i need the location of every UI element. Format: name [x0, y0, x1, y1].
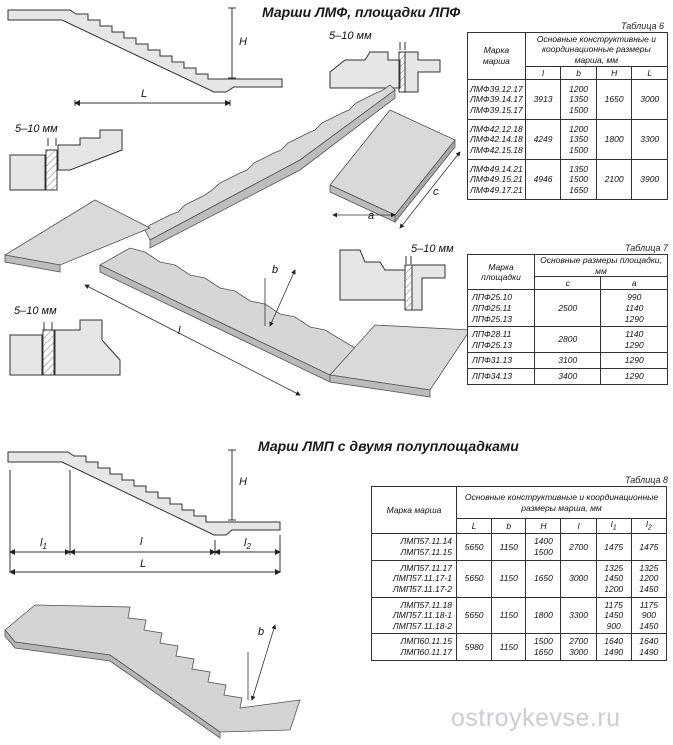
- dim-l2: $l_2$: [244, 537, 251, 552]
- cell-value: 1475: [639, 541, 659, 552]
- cell-value: 1325: [604, 562, 624, 573]
- table6-col-mark: Марка марша: [468, 33, 526, 80]
- cell-value: 1200: [604, 583, 624, 594]
- lower-right-landing: [330, 325, 470, 397]
- cell-value: 4249: [533, 134, 553, 145]
- cell-value: 4946: [533, 174, 553, 185]
- cell-value: 1450: [639, 620, 659, 631]
- table-row: [468, 80, 668, 120]
- cell-value: ЛМФ39.14.17: [470, 94, 523, 105]
- cell-value: ЛПФ25.11: [472, 302, 512, 313]
- cell-value: ЛМП57.11.14: [400, 536, 452, 547]
- cell-value: ЛМФ49.14.21: [470, 163, 523, 174]
- cell-value: 1350: [569, 134, 589, 145]
- cell-value: 1500: [533, 636, 553, 647]
- cell-value: 1475: [604, 541, 624, 552]
- cell-value: ЛМП57.11.15: [400, 547, 452, 558]
- cell-value: ЛМП57.11.17-1: [392, 573, 452, 584]
- cell-value: 900: [606, 620, 621, 631]
- cell-value: 2100: [604, 174, 624, 185]
- cell-value: 1640: [639, 636, 659, 647]
- cell-value: ЛПФ25.10: [472, 292, 513, 303]
- cell-value: 1140: [625, 329, 644, 340]
- cell-value: 1650: [533, 573, 553, 584]
- cell-value: 3300: [640, 134, 660, 145]
- cell-value: 1290: [624, 371, 644, 381]
- table7-col-mark: Марка площадки: [468, 255, 535, 290]
- cell-value: 5650: [464, 610, 484, 621]
- cell-value: ЛПФ31.13: [472, 355, 513, 366]
- cell-value: ЛМП57.11.17: [400, 562, 452, 573]
- table6: [467, 32, 668, 200]
- table-row: [372, 534, 667, 560]
- cell-value: ЛМФ42.15.18: [470, 144, 523, 155]
- cell-value: 3000: [569, 573, 589, 584]
- dim-a: a: [368, 210, 375, 222]
- cell-value: ЛМП57.11.18-2: [392, 620, 452, 631]
- lmp-isometric: [5, 605, 300, 738]
- cell-value: 2700: [569, 541, 589, 552]
- dim-H-top: H: [239, 36, 247, 48]
- joint-detail-lower-left: [10, 320, 120, 375]
- cell-value: 1200: [639, 573, 659, 584]
- table8-header-2: H: [526, 519, 561, 534]
- main-flight-isometric: [85, 248, 355, 395]
- cell-value: 5980: [464, 641, 484, 652]
- cell-value: 3913: [533, 94, 553, 105]
- joint-detail-left-upper: [10, 130, 122, 190]
- cell-value: 3900: [640, 174, 660, 185]
- table-row: [372, 634, 667, 660]
- cell-value: ЛМП57.11.17-2: [392, 583, 452, 594]
- cell-value: 3000: [640, 94, 660, 105]
- dim-H-lmp: H: [239, 476, 247, 488]
- cell-value: 900: [641, 610, 656, 621]
- cell-value: 1150: [499, 610, 518, 621]
- cell-value: 1450: [639, 583, 659, 594]
- cell-value: 5650: [464, 541, 484, 552]
- table-row: [372, 597, 667, 634]
- cell-value: 5650: [464, 573, 484, 584]
- table-row: [468, 120, 668, 160]
- cell-value: 1150: [499, 541, 518, 552]
- table8: [371, 486, 667, 661]
- cell-value: 2700: [569, 636, 589, 647]
- table6-header-1: b: [561, 67, 597, 80]
- cell-value: 1140: [625, 302, 644, 313]
- table-row: [372, 560, 667, 597]
- section2-title: Марш ЛМП с двумя полуплощадками: [258, 438, 519, 454]
- dim-b-lmp: b: [258, 626, 265, 638]
- watermark: ostroykevse.ru: [451, 704, 621, 732]
- gap-label-3: 5–10 мм: [411, 243, 454, 255]
- dim-l1: $l_1$: [40, 537, 47, 552]
- cell-value: 1450: [604, 573, 624, 584]
- cell-value: 1290: [624, 339, 644, 350]
- cell-value: ЛМП60.11.17: [400, 647, 452, 658]
- dim-b-top: b: [272, 264, 279, 276]
- cell-value: 1500: [533, 547, 553, 558]
- gap-label-1: 5–10 мм: [329, 30, 372, 42]
- cell-value: 1800: [604, 134, 624, 145]
- cell-value: ЛМП57.11.18: [400, 599, 452, 610]
- cell-value: ЛМФ49.17.21: [470, 184, 523, 195]
- table8-header-0: L: [457, 519, 492, 534]
- cell-value: ЛМП60.11.15: [400, 636, 452, 647]
- cell-value: ЛМФ39.15.17: [470, 104, 523, 115]
- cell-value: 1650: [569, 184, 589, 195]
- cell-value: 1500: [569, 144, 589, 155]
- table-row: [468, 369, 668, 385]
- cell-value: 1500: [569, 174, 589, 185]
- cell-value: 1640: [604, 636, 624, 647]
- cell-value: ЛМФ39.12.17: [470, 83, 523, 94]
- table-row: [468, 327, 668, 353]
- cell-value: 1350: [569, 94, 589, 105]
- cell-value: 1800: [533, 610, 553, 621]
- table-row: [468, 160, 668, 200]
- table8-caption: Таблица 8: [625, 475, 669, 485]
- dim-l-lmp: l: [140, 536, 143, 548]
- table8-header-5: $l_2$: [631, 519, 666, 534]
- cell-value: 1150: [499, 573, 518, 584]
- table7-col-group: Основные размеры площадки, мм: [535, 255, 668, 277]
- table7-header-0: c: [535, 277, 601, 290]
- table8-header-1: b: [492, 519, 526, 534]
- lmp-elevation: [8, 450, 280, 572]
- table6-caption: Таблица 6: [621, 21, 665, 31]
- table7-caption: Таблица 7: [625, 243, 669, 253]
- cell-value: ЛМП57.11.18-1: [392, 610, 452, 621]
- cell-value: 1450: [604, 610, 624, 621]
- dim-c: c: [433, 186, 439, 198]
- cell-value: ЛПФ25.13: [472, 313, 513, 324]
- section1-title: Марши ЛМФ, площадки ЛПФ: [262, 4, 461, 20]
- dim-l-main: l: [178, 325, 181, 337]
- cell-value: 1650: [604, 94, 624, 105]
- table8-header-4: $l_1$: [596, 519, 631, 534]
- cell-value: 3100: [558, 355, 578, 366]
- cell-value: 990: [627, 292, 642, 303]
- dim-L-top: L: [141, 88, 148, 100]
- cell-value: 2800: [558, 334, 578, 345]
- table6-col-group: Основные конструктивные и координационные размеры марша, мм: [525, 33, 667, 67]
- table-row: [468, 353, 668, 369]
- cell-value: 3000: [569, 647, 589, 658]
- cell-value: 1400: [533, 536, 553, 547]
- cell-value: ЛПФ25.13: [472, 339, 513, 350]
- cell-value: ЛПФ34.13: [472, 371, 513, 381]
- cell-value: 1175: [639, 599, 659, 610]
- joint-detail-top-right: [330, 42, 440, 92]
- cell-value: 1200: [569, 123, 589, 134]
- cell-value: 3400: [558, 371, 578, 381]
- cell-value: ЛМФ42.12.18: [470, 123, 523, 134]
- table8-header-3: l: [561, 519, 596, 534]
- cell-value: 1350: [569, 163, 589, 174]
- cell-value: 1325: [639, 562, 659, 573]
- table6-header-3: L: [632, 67, 668, 80]
- cell-value: ЛПФ28.11: [472, 329, 512, 340]
- cell-value: 1490: [639, 647, 659, 658]
- table6-header-0: l: [525, 67, 561, 80]
- cell-value: 1290: [624, 355, 644, 366]
- joint-detail-middle-right: [340, 250, 445, 310]
- cell-value: 3300: [569, 610, 589, 621]
- table7: [467, 254, 668, 385]
- table8-col-group: Основные конструктивные и координационные размеры марша, мм: [457, 487, 667, 519]
- gap-label-4: 5–10 мм: [14, 305, 57, 317]
- table6-header-2: H: [596, 67, 632, 80]
- table7-header-1: a: [601, 277, 668, 290]
- cell-value: 1490: [604, 647, 624, 658]
- gap-label-2: 5–10 мм: [15, 123, 58, 135]
- table8-col-mark: Марка марша: [372, 487, 457, 534]
- cell-value: 1200: [569, 83, 589, 94]
- cell-value: 2500: [558, 302, 578, 313]
- cell-value: 1150: [499, 641, 518, 652]
- cell-value: 1650: [533, 647, 553, 658]
- cell-value: ЛМФ49.15.21: [470, 174, 523, 185]
- cell-value: 1175: [604, 599, 623, 610]
- cell-value: 1290: [624, 313, 644, 324]
- cell-value: 1500: [569, 104, 589, 115]
- dim-L-lmp: L: [140, 558, 147, 570]
- cell-value: ЛМФ42.14.18: [470, 134, 523, 145]
- table-row: [468, 290, 668, 327]
